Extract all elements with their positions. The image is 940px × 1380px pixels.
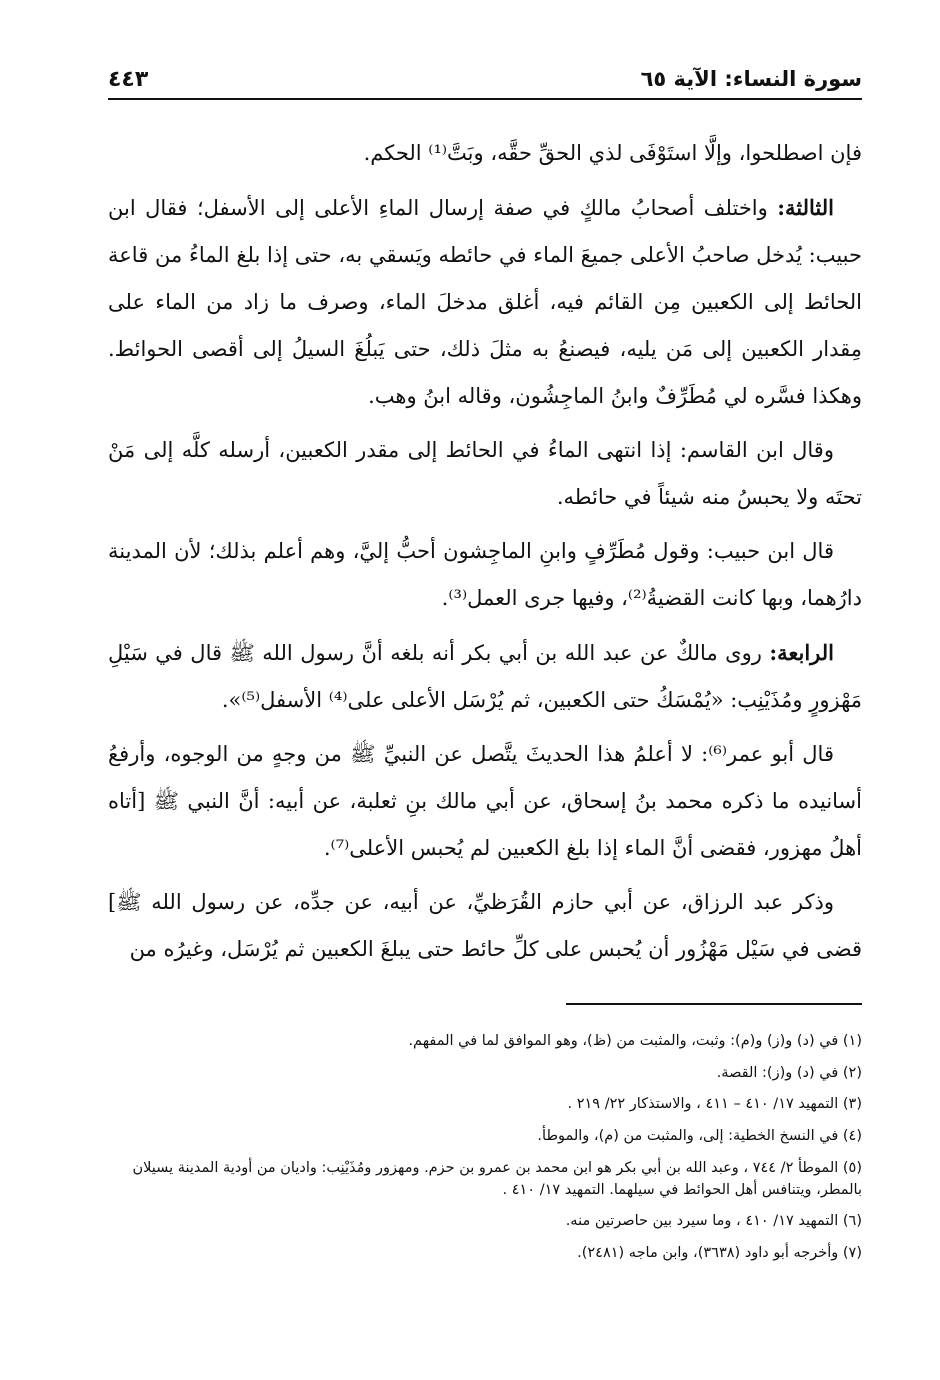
footnote-rule: [566, 1003, 862, 1005]
paragraph-text: قال أبو عمر⁽⁶⁾: لا أعلمُ هذا الحديثَ يتَّصل عن النبيِّ ﷺ من وجهٍ من الوجوه، وأرفعُ أسانيده ما ذكره محمد بنُ إسحاق، عن أبي مالك بنِ ثعلبة، عن أبيه: أنَّ النبي ﷺ [أتاه أهلُ مهزور، فقضى أنَّ الماء إذا بلغ الكعبين لم يُحبس الأعلى⁽⁷⁾.: [108, 742, 862, 860]
paragraph: [108, 629, 862, 724]
running-title: سورة النساء: الآية ٦٥: [640, 67, 862, 91]
paragraph: [108, 731, 862, 872]
paragraph: [108, 528, 862, 622]
footnotes: [108, 1026, 862, 1269]
paragraph: [108, 879, 862, 973]
paragraph: [108, 427, 862, 521]
header-rule: [108, 98, 862, 100]
footnote: (٦) التمهيد ١٧/ ٤١٠ ، وما سيرد بين حاصرتين منه.: [565, 1213, 862, 1229]
footnote: (٧) وأخرجه أبو داود (٣٦٣٨)، وابن ماجه (٢٤٨١).: [577, 1244, 862, 1261]
footnote: (٢) في (د) و(ز): القصة.: [716, 1064, 862, 1081]
paragraph-text: وذكر عبد الرزاق، عن أبي حازم القُرَظيِّ، عن أبيه، عن جدِّه، عن رسول الله ﷺ] قضى في سَيْل مَهْزُور أن يُحبس على كلِّ حائط حتى يبلغَ الكعبين ثم يُرْسَل، وغيرُه من: [108, 890, 862, 961]
paragraph-text: روى مالكٌ عن عبد الله بن أبي بكر أنه بلغه أنَّ رسول الله ﷺ قال في سَيْلِ مَهْزورٍ ومُذَيْنِب: «يُمْسَكُ حتى الكعبين، ثم يُرْسَل الأعلى على⁽⁴⁾ الأسفل⁽⁵⁾».: [108, 641, 862, 712]
footnote: (٥) الموطأ ٢/ ٧٤٤ ، وعبد الله بن أبي بكر هو ابن محمد بن عمرو بن حزم. ومهزور ومُذَيْنِب: واديان من أودية المدينة يسيلان بالمطر، ويتنافس أهل الحوائط في سيلهما. التمهيد ١٧/ ٤١٠ .: [132, 1160, 862, 1198]
paragraph-text: وقال ابن القاسم: إذا انتهى الماءُ في الحائط إلى مقدر الكعبين، أرسله كلَّه إلى مَنْ تحتَه ولا يحبسُ منه شيئاً في حائطه.: [108, 438, 862, 509]
section-lead: الثالثة:: [777, 195, 834, 220]
paragraph-text: فإن اصطلحوا، وإلَّا استَوْفَى لذي الحقِّ حقَّه، وبَتَّ⁽¹⁾ الحكم.: [363, 141, 862, 165]
paragraph: [108, 184, 862, 420]
page-header: [108, 62, 862, 96]
footnote: (٣) التمهيد ١٧/ ٤١٠ – ٤١١ ، والاستذكار ٢٢/ ٢١٩ .: [567, 1096, 862, 1112]
footnote: (١) في (د) و(ز) و(م): وثبت، والمثبت من (ظ)، وهو الموافق لما في المفهم.: [408, 1033, 862, 1049]
main-text: [108, 130, 862, 980]
paragraph-text: واختلف أصحابُ مالكٍ في صفة إرسال الماءِ الأعلى إلى الأسفل؛ فقال ابن حبيب: يُدخل صاحبُ الأعلى جميعَ الماء في حائطه ويَسقي به، حتى إذا بلغ الماءُ من قاعة الحائط إلى الكعبين مِن القائم فيه، أغلق مدخلَ الماء، وصرف ما زاد من الماء على مِقدار الكعبين إلى مَن يليه، فيصنعُ به مثلَ ذلك، حتى يَبلُغَ السيلُ إلى أقصى الحوائط. وهكذا فسَّره لي مُطَرِّفٌ وابنُ الماجِشُون، وقاله ابنُ وهب.: [108, 196, 862, 408]
paragraph: [108, 130, 862, 177]
section-lead: الرابعة:: [769, 640, 834, 665]
page-number: ٤٤٣: [108, 66, 149, 92]
paragraph-text: قال ابن حبيب: وقول مُطَرِّفٍ وابنِ الماجِشون أحبُّ إليَّ، وهم أعلم بذلك؛ لأن المدينة دارُهما، وبها كانت القضيةُ⁽²⁾، وفيها جرى العمل⁽³⁾.: [108, 539, 862, 610]
footnote: (٤) في النسخ الخطية: إلى، والمثبت من (م)، والموطأ.: [537, 1127, 862, 1144]
